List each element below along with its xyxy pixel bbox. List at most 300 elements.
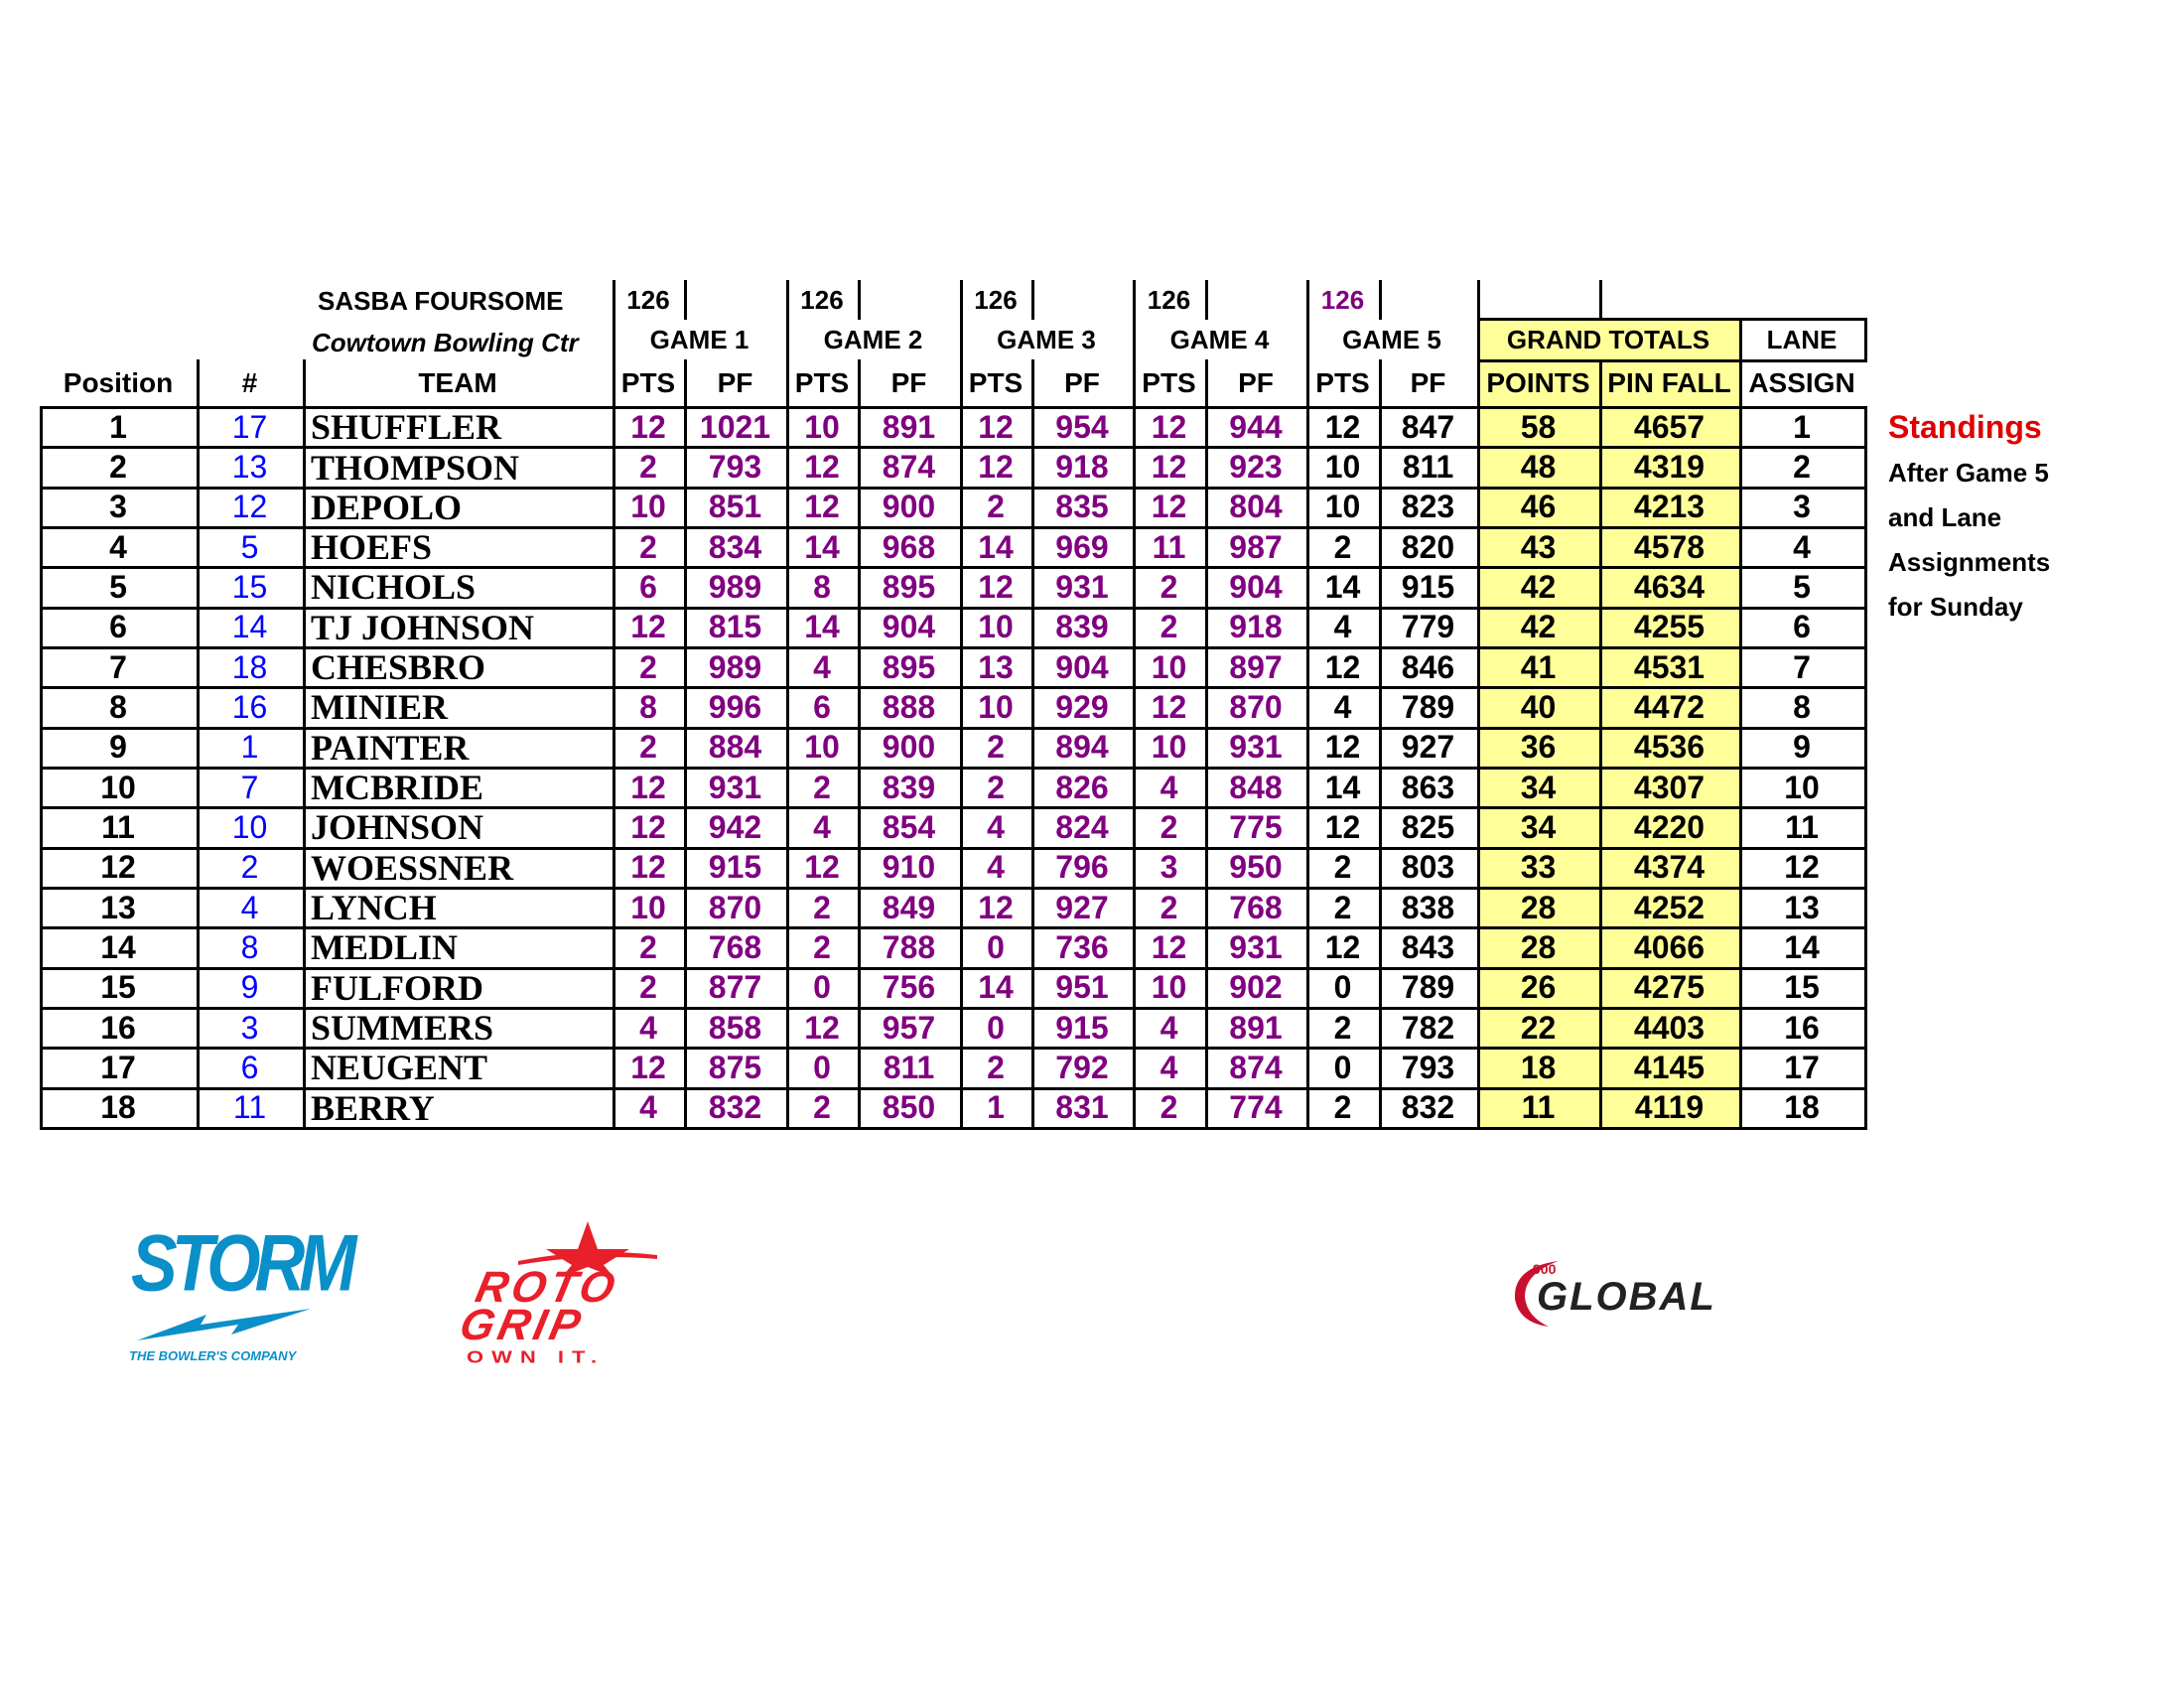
game-pts-cell: 2	[987, 1049, 1005, 1085]
game-pf-cell: 804	[1229, 489, 1283, 525]
column-header-pts: PTS	[794, 367, 850, 398]
lane-assign-cell: 10	[1784, 769, 1820, 805]
total-pinfall-cell: 4536	[1633, 729, 1706, 766]
total-pinfall-cell: 4252	[1633, 889, 1706, 925]
game-pts-cell: 10	[1324, 489, 1361, 525]
divider	[1133, 280, 1136, 322]
game-pts-cell: 10	[978, 609, 1014, 645]
lane-assign-cell: 2	[1793, 448, 1811, 485]
total-pinfall-cell: 4374	[1633, 849, 1706, 886]
rotogrip-line1: ROTO	[471, 1263, 623, 1312]
game-pts-cell: 2	[1333, 528, 1352, 565]
team-name-cell: SHUFFLER	[311, 407, 502, 448]
team-name-cell: TJ JOHNSON	[311, 607, 535, 647]
game-pf-cell: 875	[708, 1049, 762, 1085]
game-pts-cell: 4	[987, 808, 1005, 845]
game-pf-cell: 915	[1055, 1009, 1109, 1046]
game-pts-cell: 12	[804, 849, 840, 886]
team-number-cell: 14	[231, 609, 268, 645]
column-header-pts: PTS	[620, 367, 676, 398]
game-pts-cell: 4	[1333, 688, 1352, 725]
total-pinfall-cell: 4578	[1633, 528, 1706, 565]
game-pf-cell: 877	[708, 969, 762, 1006]
game-pf-cell: 824	[1055, 808, 1109, 845]
game-pf-cell: 870	[1229, 688, 1283, 725]
team-name-cell: MCBRIDE	[311, 768, 484, 808]
team-name-cell: DEPOLO	[311, 487, 463, 527]
lane-assign-cell: 7	[1793, 648, 1811, 685]
column-header-pf: PF	[1410, 367, 1446, 398]
column-header-points: POINTS	[1486, 367, 1590, 398]
total-pinfall-cell: 4403	[1633, 1009, 1706, 1046]
game-pf-cell: 854	[882, 808, 936, 845]
column-header-pts: PTS	[1315, 367, 1370, 398]
game-pf-cell: 891	[882, 408, 936, 445]
game-pf-cell: 968	[882, 528, 936, 565]
game-pts-cell: 12	[630, 808, 666, 845]
divider	[1379, 359, 1382, 407]
game-pf-cell: 775	[1229, 808, 1283, 845]
game-pts-cell: 4	[987, 849, 1005, 886]
game-pts-cell: 6	[639, 568, 657, 605]
game-pts-cell: 14	[978, 969, 1014, 1006]
game-pts-cell: 10	[1151, 729, 1187, 766]
position-cell: 3	[109, 489, 127, 525]
game-pts-cell: 12	[1324, 808, 1361, 845]
game-pts-cell: 2	[639, 448, 657, 485]
team-number-cell: 4	[240, 889, 259, 925]
global-wordmark: GLOBAL	[1537, 1275, 1716, 1319]
game-pts-cell: 10	[1151, 648, 1187, 685]
game-pts-cell: 2	[1160, 609, 1178, 645]
column-header-position: Position	[63, 367, 174, 398]
divider	[1205, 280, 1208, 320]
game-pf-cell: 918	[1055, 448, 1109, 485]
position-cell: 16	[100, 1009, 136, 1046]
lane-assign-cell: 1	[1793, 408, 1811, 445]
game-pf-cell: 847	[1401, 408, 1455, 445]
game-pf-cell: 904	[1229, 568, 1283, 605]
position-cell: 11	[101, 808, 135, 845]
position-cell: 1	[109, 408, 127, 445]
total-points-cell: 48	[1520, 448, 1557, 485]
lane-assign-cell: 12	[1784, 849, 1820, 886]
game-pf-cell: 774	[1229, 1089, 1283, 1126]
rotogrip-slogan: OWN IT.	[467, 1346, 606, 1367]
game-pf-cell: 848	[1229, 769, 1283, 805]
lane-assign-cell: 13	[1784, 889, 1820, 925]
game-pf-cell: 915	[1401, 568, 1455, 605]
game-pts-cell: 12	[1151, 489, 1187, 525]
lane-assign-cell: 5	[1793, 568, 1811, 605]
lane-assign-cell: 17	[1784, 1049, 1820, 1085]
game-pf-cell: 850	[882, 1089, 936, 1126]
game-pf-cell: 944	[1229, 408, 1283, 445]
total-points-cell: 26	[1520, 969, 1557, 1006]
divider	[1599, 280, 1602, 320]
game-pf-cell: 888	[882, 688, 936, 725]
game-label: GAME 5	[1342, 324, 1441, 354]
column-header-assign: ASSIGN	[1748, 367, 1855, 398]
game-pf-cell: 870	[708, 889, 762, 925]
game-pf-cell: 874	[1229, 1049, 1283, 1085]
team-number-cell: 8	[240, 928, 259, 965]
game-pts-cell: 14	[1324, 769, 1361, 805]
game-pf-cell: 838	[1401, 889, 1455, 925]
game-pf-cell: 832	[708, 1089, 762, 1126]
total-pinfall-cell: 4472	[1633, 688, 1706, 725]
game-pf-cell: 989	[708, 648, 762, 685]
team-number-cell: 12	[231, 489, 268, 525]
game-pts-cell: 4	[1160, 1009, 1178, 1046]
total-pinfall-cell: 4634	[1633, 568, 1706, 605]
total-points-cell: 28	[1520, 928, 1557, 965]
team-name-cell: NICHOLS	[311, 567, 477, 608]
game-pf-cell: 987	[1229, 528, 1283, 565]
divider	[1379, 280, 1382, 320]
game-pf-cell: 811	[1402, 448, 1454, 485]
game-pts-cell: 4	[813, 648, 831, 685]
storm-tagline: THE BOWLER'S COMPANY	[129, 1348, 297, 1363]
game-pts-cell: 12	[978, 448, 1014, 485]
standings-title: Standings	[1888, 409, 2042, 445]
game-pts-cell: 4	[1160, 1049, 1178, 1085]
rotogrip-line2: GRIP	[455, 1301, 589, 1349]
game-pts-cell: 12	[630, 849, 666, 886]
game-pf-cell: 915	[708, 849, 762, 886]
total-pinfall-cell: 4145	[1633, 1049, 1706, 1085]
team-number-cell: 7	[240, 769, 259, 805]
game-pts-cell: 12	[1324, 928, 1361, 965]
game-pts-cell: 12	[804, 448, 840, 485]
game-pts-cell: 12	[630, 769, 666, 805]
game-pf-cell: 895	[882, 568, 936, 605]
game-pts-cell: 14	[804, 528, 840, 565]
game-pts-cell: 12	[804, 1009, 840, 1046]
position-cell: 8	[109, 688, 127, 725]
game-pts-cell: 12	[630, 1049, 666, 1085]
total-pinfall-cell: 4319	[1633, 448, 1706, 485]
grand-totals-label: GRAND TOTALS	[1506, 324, 1710, 354]
lane-assign-cell: 6	[1793, 609, 1811, 645]
divider	[858, 280, 861, 320]
column-header-team: TEAM	[418, 367, 497, 398]
game-number: 126	[800, 284, 844, 315]
lane-assign-cell: 11	[1785, 808, 1819, 845]
game-pts-cell: 12	[1151, 448, 1187, 485]
position-cell: 17	[100, 1049, 136, 1085]
column-header-pf: PF	[1238, 367, 1274, 398]
rotogrip-logo	[457, 1219, 725, 1368]
column-header-number: #	[241, 367, 258, 398]
game-pf-cell: 954	[1055, 408, 1109, 445]
side-note-line: Assignments	[1888, 547, 2051, 577]
game-pts-cell: 4	[639, 1089, 657, 1126]
total-points-cell: 41	[1520, 648, 1557, 685]
game-pf-cell: 904	[882, 609, 936, 645]
divider	[1477, 318, 1867, 321]
divider	[613, 280, 615, 322]
game-number: 126	[974, 284, 1018, 315]
total-points-cell: 18	[1520, 1049, 1557, 1085]
game-pf-cell: 789	[1401, 969, 1455, 1006]
game-pf-cell: 969	[1055, 528, 1109, 565]
team-name-cell: CHESBRO	[311, 647, 486, 688]
lane-label: LANE	[1766, 324, 1838, 354]
game-pf-cell: 895	[882, 648, 936, 685]
lane-assign-cell: 16	[1784, 1009, 1820, 1046]
total-points-cell: 46	[1520, 489, 1557, 525]
divider	[1864, 318, 1867, 361]
lightning-bolt-icon	[137, 1305, 316, 1344]
team-number-cell: 9	[240, 969, 259, 1006]
team-name-cell: WOESSNER	[311, 847, 514, 888]
game-pts-cell: 13	[978, 648, 1014, 685]
side-note-line: After Game 5	[1888, 458, 2049, 488]
total-pinfall-cell: 4657	[1633, 408, 1706, 445]
game-pf-cell: 793	[1401, 1049, 1455, 1085]
game-pf-cell: 904	[1055, 648, 1109, 685]
lane-assign-cell: 9	[1793, 729, 1811, 766]
game-pf-cell: 843	[1401, 928, 1455, 965]
game-pts-cell: 1	[987, 1089, 1005, 1126]
side-note-line: and Lane	[1888, 502, 2002, 532]
global-prefix: 900	[1533, 1261, 1557, 1277]
game-pts-cell: 2	[639, 729, 657, 766]
team-number-cell: 10	[231, 808, 268, 845]
game-pts-cell: 2	[639, 969, 657, 1006]
game-pf-cell: 900	[882, 489, 936, 525]
total-points-cell: 42	[1520, 609, 1557, 645]
game-pf-cell: 788	[882, 928, 936, 965]
game-pts-cell: 12	[1324, 408, 1361, 445]
game-pf-cell: 768	[1229, 889, 1283, 925]
total-pinfall-cell: 4220	[1633, 808, 1706, 845]
game-pf-cell: 897	[1229, 648, 1283, 685]
game-pts-cell: 2	[639, 928, 657, 965]
game-pts-cell: 2	[987, 769, 1005, 805]
game-pts-cell: 2	[1333, 1089, 1352, 1126]
game-pf-cell: 927	[1401, 729, 1455, 766]
game-pts-cell: 2	[1160, 1089, 1178, 1126]
storm-logo	[127, 1218, 351, 1372]
team-name-cell: FULFORD	[311, 967, 483, 1008]
total-pinfall-cell: 4307	[1633, 769, 1706, 805]
game-pts-cell: 12	[804, 489, 840, 525]
column-header-pts: PTS	[968, 367, 1024, 398]
game-pts-cell: 12	[1151, 408, 1187, 445]
game-pts-cell: 12	[1151, 928, 1187, 965]
game-pts-cell: 0	[987, 1009, 1005, 1046]
total-points-cell: 58	[1520, 408, 1557, 445]
total-points-cell: 22	[1520, 1009, 1557, 1046]
team-number-cell: 1	[240, 729, 259, 766]
game-pf-cell: 835	[1055, 489, 1109, 525]
total-points-cell: 36	[1520, 729, 1557, 766]
game-pts-cell: 12	[630, 408, 666, 445]
divider	[197, 359, 200, 407]
game-pf-cell: 942	[708, 808, 762, 845]
divider	[1205, 359, 1208, 407]
total-points-cell: 42	[1520, 568, 1557, 605]
position-cell: 6	[109, 609, 127, 645]
game-pf-cell: 796	[1055, 849, 1109, 886]
game-pf-cell: 902	[1229, 969, 1283, 1006]
game-pf-cell: 825	[1401, 808, 1455, 845]
game-label: GAME 3	[997, 324, 1096, 354]
total-pinfall-cell: 4255	[1633, 609, 1706, 645]
game-pts-cell: 14	[1324, 568, 1361, 605]
game-pts-cell: 2	[813, 889, 831, 925]
total-points-cell: 28	[1520, 889, 1557, 925]
position-cell: 5	[109, 568, 127, 605]
game-pts-cell: 10	[630, 489, 666, 525]
lane-assign-cell: 4	[1793, 528, 1811, 565]
position-cell: 2	[109, 448, 127, 485]
divider	[303, 359, 306, 407]
column-header-pin-fall: PIN FALL	[1607, 367, 1731, 398]
total-points-cell: 11	[1521, 1089, 1556, 1126]
game-label: GAME 4	[1169, 324, 1270, 354]
game-pf-cell: 849	[882, 889, 936, 925]
game-pf-cell: 803	[1401, 849, 1455, 886]
team-name-cell: THOMPSON	[311, 447, 520, 488]
game-pts-cell: 12	[978, 568, 1014, 605]
game-pts-cell: 2	[813, 928, 831, 965]
game-pts-cell: 12	[978, 408, 1014, 445]
column-divider	[1864, 406, 1867, 1130]
game-pf-cell: 820	[1401, 528, 1455, 565]
storm-wordmark: STORM	[131, 1218, 351, 1308]
game-pts-cell: 11	[1152, 528, 1186, 565]
team-number-cell: 5	[240, 528, 259, 565]
total-points-cell: 40	[1520, 688, 1557, 725]
game-pts-cell: 12	[630, 609, 666, 645]
game-number: 126	[1320, 284, 1365, 315]
game-pf-cell: 989	[708, 568, 762, 605]
divider	[684, 280, 687, 320]
game-pf-cell: 894	[1055, 729, 1109, 766]
team-number-cell: 3	[240, 1009, 259, 1046]
position-cell: 12	[100, 849, 136, 886]
team-name-cell: SUMMERS	[311, 1008, 494, 1049]
position-cell: 4	[109, 528, 127, 565]
game-pf-cell: 792	[1055, 1049, 1109, 1085]
game-pf-cell: 793	[708, 448, 762, 485]
lane-assign-cell: 8	[1793, 688, 1811, 725]
game-pts-cell: 8	[639, 688, 657, 725]
side-note-line: for Sunday	[1888, 592, 2023, 622]
lane-assign-cell: 14	[1784, 928, 1820, 965]
game-pf-cell: 736	[1055, 928, 1109, 965]
team-name-cell: LYNCH	[311, 888, 437, 928]
game-pf-cell: 923	[1229, 448, 1283, 485]
divider	[1031, 359, 1034, 407]
game-pts-cell: 12	[978, 889, 1014, 925]
total-points-cell: 34	[1520, 808, 1557, 845]
game-pf-cell: 931	[708, 769, 762, 805]
divider	[960, 280, 963, 322]
game-pf-cell: 910	[882, 849, 936, 886]
game-pts-cell: 2	[813, 769, 831, 805]
team-number-cell: 6	[240, 1049, 259, 1085]
game-pf-cell: 831	[1055, 1089, 1109, 1126]
team-number-cell: 13	[231, 448, 268, 485]
position-cell: 10	[100, 769, 136, 805]
game-pf-cell: 891	[1229, 1009, 1283, 1046]
divider	[1739, 318, 1742, 361]
column-header-pf: PF	[717, 367, 753, 398]
game-pts-cell: 0	[1333, 969, 1352, 1006]
team-number-cell: 16	[231, 688, 268, 725]
venue-name: Cowtown Bowling Ctr	[312, 328, 579, 357]
game-pts-cell: 0	[813, 969, 831, 1006]
team-name-cell: JOHNSON	[311, 807, 484, 848]
column-header-pts: PTS	[1142, 367, 1196, 398]
game-pts-cell: 12	[1324, 729, 1361, 766]
divider	[1031, 280, 1034, 320]
total-pinfall-cell: 4275	[1633, 969, 1706, 1006]
game-pts-cell: 2	[987, 489, 1005, 525]
team-name-cell: NEUGENT	[311, 1048, 488, 1088]
column-header-pf: PF	[890, 367, 927, 398]
position-cell: 15	[100, 969, 136, 1006]
game-pf-cell: 811	[883, 1049, 935, 1085]
game-number: 126	[1147, 284, 1191, 315]
game-pf-cell: 839	[1055, 609, 1109, 645]
divider	[1477, 280, 1480, 320]
league-name: SASBA FOURSOME	[318, 286, 564, 316]
column-header-pf: PF	[1064, 367, 1100, 398]
game-pts-cell: 2	[987, 729, 1005, 766]
game-pf-cell: 951	[1055, 969, 1109, 1006]
game-pf-cell: 858	[708, 1009, 762, 1046]
game-pf-cell: 931	[1229, 928, 1283, 965]
game-pts-cell: 10	[804, 729, 840, 766]
lane-assign-cell: 15	[1784, 969, 1820, 1006]
total-pinfall-cell: 4531	[1633, 648, 1706, 685]
game-pts-cell: 6	[813, 688, 831, 725]
divider	[786, 280, 789, 322]
game-pts-cell: 10	[630, 889, 666, 925]
game-pf-cell: 756	[882, 969, 936, 1006]
lane-assign-cell: 18	[1784, 1089, 1820, 1126]
game-pts-cell: 2	[1333, 849, 1352, 886]
game-pf-cell: 826	[1055, 769, 1109, 805]
lane-assign-cell: 3	[1793, 489, 1811, 525]
position-cell: 13	[100, 889, 136, 925]
game-pts-cell: 4	[639, 1009, 657, 1046]
game-pf-cell: 950	[1229, 849, 1283, 886]
position-cell: 18	[100, 1089, 136, 1126]
game-pf-cell: 918	[1229, 609, 1283, 645]
game-pf-cell: 782	[1401, 1009, 1455, 1046]
game-pf-cell: 1021	[699, 408, 771, 445]
game-number: 126	[626, 284, 670, 315]
total-points-cell: 34	[1520, 769, 1557, 805]
game-pts-cell: 2	[639, 648, 657, 685]
game-pf-cell: 927	[1055, 889, 1109, 925]
game-pts-cell: 2	[1160, 568, 1178, 605]
game-pts-cell: 10	[1151, 969, 1187, 1006]
team-name-cell: BERRY	[311, 1087, 435, 1128]
game-pts-cell: 12	[1324, 648, 1361, 685]
game-pf-cell: 768	[708, 928, 762, 965]
game-pf-cell: 823	[1401, 489, 1455, 525]
divider	[1599, 359, 1602, 407]
total-points-cell: 33	[1520, 849, 1557, 886]
game-pf-cell: 957	[882, 1009, 936, 1046]
